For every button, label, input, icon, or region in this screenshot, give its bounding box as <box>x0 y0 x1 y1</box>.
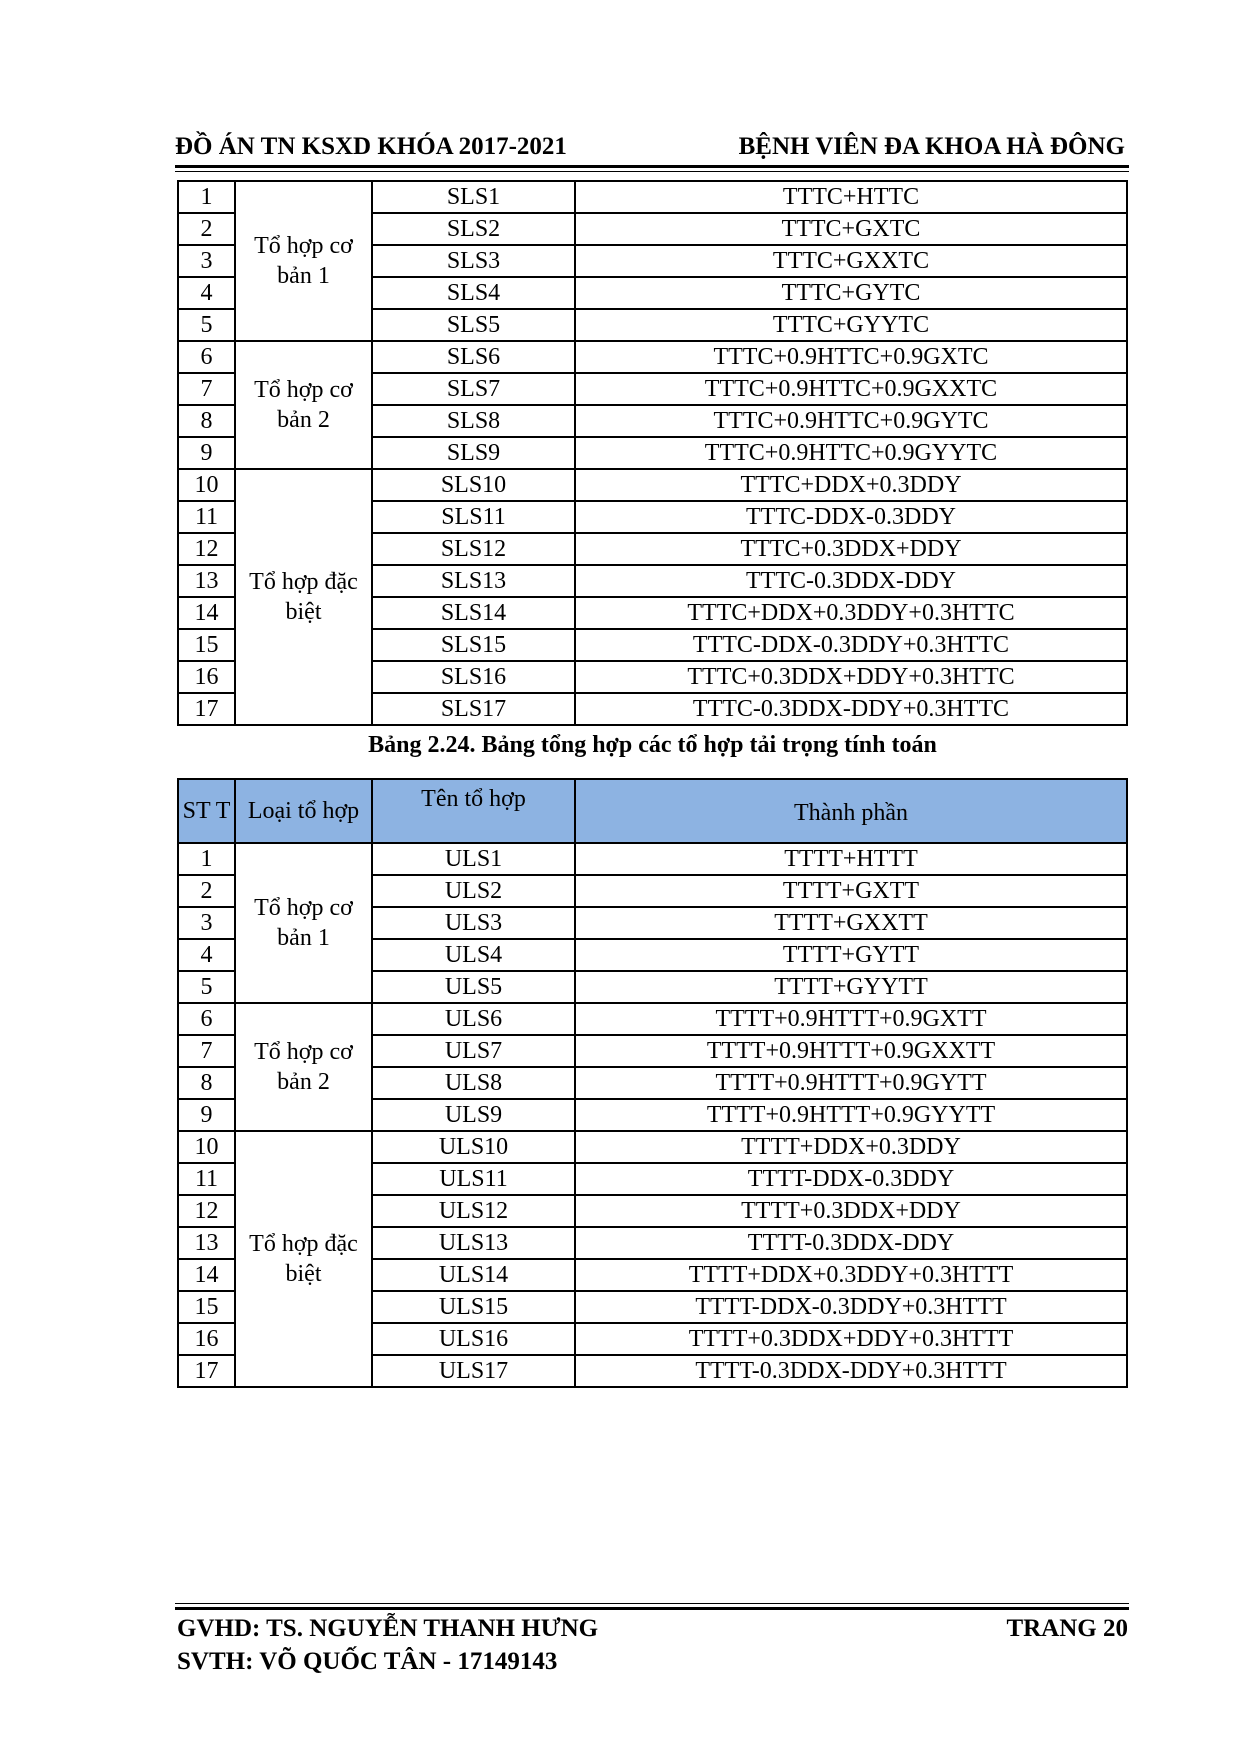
footer-rule-thin <box>175 1603 1129 1604</box>
stt-cell: 11 <box>178 1163 235 1195</box>
uls-table-header-row <box>178 779 1127 843</box>
header-stt: ST T <box>178 779 235 843</box>
table-row <box>178 1131 1127 1163</box>
table-row <box>178 181 1127 213</box>
stt-cell: 7 <box>178 1035 235 1067</box>
combination-formula-cell: TTTT+GYYTT <box>575 971 1127 1003</box>
sls-table-body <box>178 181 1127 725</box>
stt-cell: 3 <box>178 907 235 939</box>
combination-name-cell: ULS1 <box>372 843 575 875</box>
stt-cell: 13 <box>178 1227 235 1259</box>
page-number: TRANG 20 <box>1006 1615 1128 1642</box>
combination-formula-cell: TTTT-0.3DDX-DDY+0.3HTTT <box>575 1355 1127 1387</box>
combination-name-cell: SLS11 <box>372 501 575 533</box>
combination-formula-cell: TTTC+GYYTC <box>575 309 1127 341</box>
footer-line-2 <box>177 1648 1128 1676</box>
stt-cell: 6 <box>178 1003 235 1035</box>
stt-cell: 16 <box>178 661 235 693</box>
stt-cell: 9 <box>178 1099 235 1131</box>
combination-name-cell: ULS4 <box>372 939 575 971</box>
stt-cell: 13 <box>178 565 235 597</box>
combination-formula-cell: TTTT+0.9HTTT+0.9GXXTT <box>575 1035 1127 1067</box>
table-row <box>178 1003 1127 1035</box>
combination-name-cell: SLS8 <box>372 405 575 437</box>
combination-formula-cell: TTTT+0.3DDX+DDY <box>575 1195 1127 1227</box>
table-row <box>178 341 1127 373</box>
combination-name-cell: ULS10 <box>372 1131 575 1163</box>
combination-formula-cell: TTTC+0.9HTTC+0.9GYTC <box>575 405 1127 437</box>
combination-formula-cell: TTTT+DDX+0.3DDY <box>575 1131 1127 1163</box>
table-row <box>178 843 1127 875</box>
combination-name-cell: ULS6 <box>372 1003 575 1035</box>
group-cell: Tổ hợp đặc biệt <box>235 469 372 725</box>
combination-name-cell: ULS9 <box>372 1099 575 1131</box>
stt-cell: 14 <box>178 1259 235 1291</box>
combination-name-cell: SLS10 <box>372 469 575 501</box>
combination-name-cell: ULS12 <box>372 1195 575 1227</box>
group-cell: Tổ hợp cơ bản 1 <box>235 843 372 1003</box>
combination-formula-cell: TTTC+0.3DDX+DDY+0.3HTTC <box>575 661 1127 693</box>
stt-cell: 8 <box>178 405 235 437</box>
combination-name-cell: ULS16 <box>372 1323 575 1355</box>
combination-formula-cell: TTTT-DDX-0.3DDY+0.3HTTT <box>575 1291 1127 1323</box>
footer-student: SVTH: VÕ QUỐC TÂN - 17149143 <box>177 1648 558 1675</box>
combination-name-cell: SLS17 <box>372 693 575 725</box>
stt-cell: 4 <box>178 939 235 971</box>
combination-formula-cell: TTTT+DDX+0.3DDY+0.3HTTT <box>575 1259 1127 1291</box>
combination-formula-cell: TTTC+GXXTC <box>575 245 1127 277</box>
stt-cell: 11 <box>178 501 235 533</box>
stt-cell: 12 <box>178 533 235 565</box>
combination-formula-cell: TTTC+DDX+0.3DDY <box>575 469 1127 501</box>
header-project-title: BỆNH VIÊN ĐA KHOA HÀ ĐÔNG <box>738 133 1125 160</box>
stt-cell: 8 <box>178 1067 235 1099</box>
combination-formula-cell: TTTC+DDX+0.3DDY+0.3HTTC <box>575 597 1127 629</box>
stt-cell: 15 <box>178 1291 235 1323</box>
combination-name-cell: SLS12 <box>372 533 575 565</box>
header-thanh-phan: Thành phần <box>575 779 1127 843</box>
combination-formula-cell: TTTC+0.9HTTC+0.9GYYTC <box>575 437 1127 469</box>
combination-name-cell: SLS6 <box>372 341 575 373</box>
footer-rule-thick <box>175 1607 1129 1610</box>
combination-name-cell: SLS5 <box>372 309 575 341</box>
stt-cell: 4 <box>178 277 235 309</box>
group-cell: Tổ hợp cơ bản 2 <box>235 341 372 469</box>
stt-cell: 15 <box>178 629 235 661</box>
combination-name-cell: ULS7 <box>372 1035 575 1067</box>
header-rule-thin <box>175 171 1129 172</box>
combination-formula-cell: TTTT+0.9HTTT+0.9GYYTT <box>575 1099 1127 1131</box>
stt-cell: 9 <box>178 437 235 469</box>
uls-combination-table <box>177 778 1128 1388</box>
combination-name-cell: SLS7 <box>372 373 575 405</box>
combination-formula-cell: TTTT+GYTT <box>575 939 1127 971</box>
combination-formula-cell: TTTT+GXXTT <box>575 907 1127 939</box>
group-cell: Tổ hợp đặc biệt <box>235 1131 372 1387</box>
combination-name-cell: SLS4 <box>372 277 575 309</box>
combination-formula-cell: TTTC-0.3DDX-DDY+0.3HTTC <box>575 693 1127 725</box>
combination-name-cell: ULS15 <box>372 1291 575 1323</box>
combination-formula-cell: TTTC+GYTC <box>575 277 1127 309</box>
combination-formula-cell: TTTT+GXTT <box>575 875 1127 907</box>
stt-cell: 7 <box>178 373 235 405</box>
combination-formula-cell: TTTT-0.3DDX-DDY <box>575 1227 1127 1259</box>
combination-name-cell: ULS14 <box>372 1259 575 1291</box>
stt-cell: 10 <box>178 469 235 501</box>
combination-formula-cell: TTTT+HTTT <box>575 843 1127 875</box>
combination-formula-cell: TTTC+HTTC <box>575 181 1127 213</box>
combination-name-cell: SLS13 <box>372 565 575 597</box>
combination-name-cell: SLS9 <box>372 437 575 469</box>
combination-name-cell: SLS14 <box>372 597 575 629</box>
stt-cell: 2 <box>178 875 235 907</box>
combination-formula-cell: TTTC+0.3DDX+DDY <box>575 533 1127 565</box>
header-course-title: ĐỒ ÁN TN KSXD KHÓA 2017-2021 <box>175 133 567 160</box>
stt-cell: 12 <box>178 1195 235 1227</box>
combination-formula-cell: TTTT+0.9HTTT+0.9GYTT <box>575 1067 1127 1099</box>
combination-name-cell: ULS8 <box>372 1067 575 1099</box>
stt-cell: 14 <box>178 597 235 629</box>
stt-cell: 5 <box>178 971 235 1003</box>
table-row <box>178 469 1127 501</box>
combination-name-cell: ULS17 <box>372 1355 575 1387</box>
combination-name-cell: ULS11 <box>372 1163 575 1195</box>
combination-formula-cell: TTTT+0.3DDX+DDY+0.3HTTT <box>575 1323 1127 1355</box>
combination-name-cell: SLS15 <box>372 629 575 661</box>
combination-formula-cell: TTTT-DDX-0.3DDY <box>575 1163 1127 1195</box>
stt-cell: 3 <box>178 245 235 277</box>
stt-cell: 1 <box>178 843 235 875</box>
stt-cell: 17 <box>178 1355 235 1387</box>
combination-formula-cell: TTTT+0.9HTTT+0.9GXTT <box>575 1003 1127 1035</box>
combination-formula-cell: TTTC+GXTC <box>575 213 1127 245</box>
stt-cell: 16 <box>178 1323 235 1355</box>
stt-cell: 17 <box>178 693 235 725</box>
stt-cell: 1 <box>178 181 235 213</box>
uls-table-body <box>178 843 1127 1387</box>
combination-name-cell: SLS2 <box>372 213 575 245</box>
footer-supervisor: GVHD: TS. NGUYỄN THANH HƯNG <box>177 1615 599 1642</box>
header-ten: Tên tổ hợp <box>372 779 575 843</box>
combination-formula-cell: TTTC-DDX-0.3DDY <box>575 501 1127 533</box>
combination-name-cell: ULS5 <box>372 971 575 1003</box>
header-loai: Loại tổ hợp <box>235 779 372 843</box>
combination-formula-cell: TTTC-DDX-0.3DDY+0.3HTTC <box>575 629 1127 661</box>
sls-combination-table <box>177 180 1128 726</box>
combination-name-cell: ULS13 <box>372 1227 575 1259</box>
group-cell: Tổ hợp cơ bản 1 <box>235 181 372 341</box>
combination-name-cell: SLS16 <box>372 661 575 693</box>
stt-cell: 6 <box>178 341 235 373</box>
footer-line-1 <box>177 1615 1128 1643</box>
page-header <box>175 133 1125 163</box>
combination-formula-cell: TTTC+0.9HTTC+0.9GXXTC <box>575 373 1127 405</box>
stt-cell: 5 <box>178 309 235 341</box>
header-rule-thick <box>175 165 1129 168</box>
stt-cell: 2 <box>178 213 235 245</box>
table-caption: Bảng 2.24. Bảng tổng hợp các tổ hợp tải trọng tính toán <box>368 732 937 758</box>
combination-formula-cell: TTTC-0.3DDX-DDY <box>575 565 1127 597</box>
combination-name-cell: SLS3 <box>372 245 575 277</box>
combination-formula-cell: TTTC+0.9HTTC+0.9GXTC <box>575 341 1127 373</box>
combination-name-cell: ULS2 <box>372 875 575 907</box>
group-cell: Tổ hợp cơ bản 2 <box>235 1003 372 1131</box>
combination-name-cell: ULS3 <box>372 907 575 939</box>
stt-cell: 10 <box>178 1131 235 1163</box>
combination-name-cell: SLS1 <box>372 181 575 213</box>
